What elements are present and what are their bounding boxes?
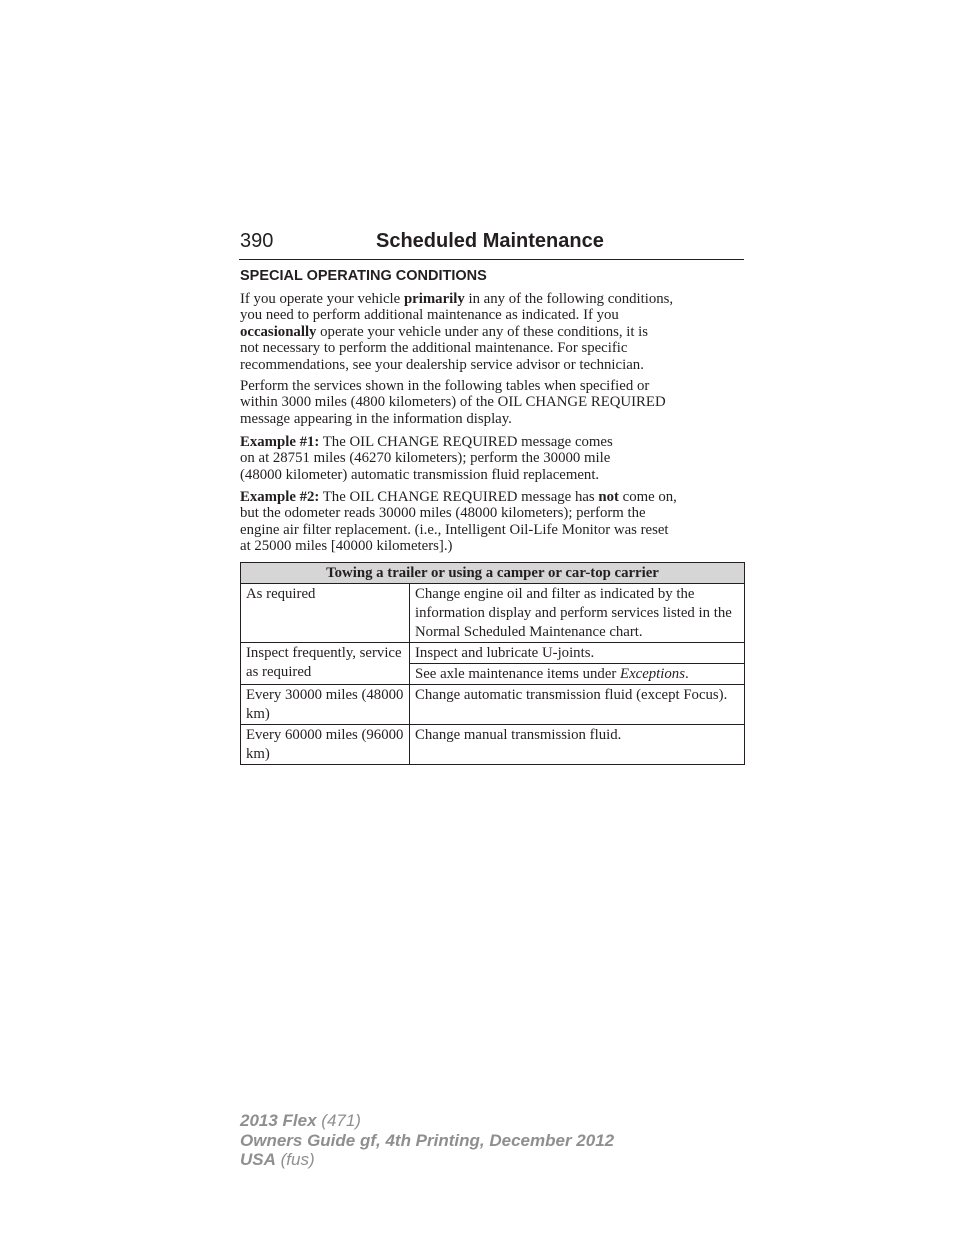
emphasis-not: not: [598, 489, 619, 505]
footer-guide: Owners Guide gf, 4th Printing, December 2012: [240, 1130, 615, 1150]
interval-cell: As required: [241, 584, 410, 643]
footer-model: 2013 Flex: [240, 1111, 317, 1130]
interval-cell: Every 30000 miles (48000 km): [241, 685, 410, 725]
action-cell: Change engine oil and filter as indicated by the information display and perform services listed in the Normal Scheduled Maintenance chart.: [410, 584, 745, 643]
action-cell: Change manual transmission fluid.: [410, 725, 745, 765]
action-cell: Change automatic transmission fluid (except Focus).: [410, 685, 745, 725]
page-header: [239, 228, 744, 260]
example-1-label: Example #1:: [240, 434, 320, 450]
page-number: 390: [240, 230, 274, 252]
paragraph-intro: If you operate your vehicle primarily in any of the following conditions, you need to perform additional maintenance as indicated. If you occasionally operate your vehicle under any of these conditions, it is not necessary to perform the additional maintenance. For specific recommendations, see your dealership service advisor or technician.: [240, 291, 674, 373]
interval-cell: Inspect frequently, service as required: [241, 643, 410, 685]
section-heading: SPECIAL OPERATING CONDITIONS: [240, 268, 487, 284]
paragraph-perform-services: Perform the services shown in the following tables when specified or within 3000 miles (4800 kilometers) of the OIL CHANGE REQUIRED message appearing in the information display.: [240, 378, 666, 427]
example-2-label: Example #2:: [240, 489, 320, 505]
chapter-title: Scheduled Maintenance: [376, 230, 604, 252]
emphasis-primarily: primarily: [403, 291, 465, 307]
table-row: [241, 643, 745, 664]
document-footer: 2013 Flex (471) Owners Guide gf, 4th Printing, December 2012 USA (fus): [240, 1111, 615, 1169]
action-cell: See axle maintenance items under Exceptions.: [410, 664, 745, 685]
interval-cell: Every 60000 miles (96000 km): [241, 725, 410, 765]
paragraph-example-2: Example #2: The OIL CHANGE REQUIRED message has not come on, but the odometer reads 30000 miles (48000 kilometers); perform the engine air filter replacement. (i.e., Intelligent Oil-Life Monitor was reset at 25000 miles [40000 kilometers].): [240, 489, 677, 555]
table-row: [241, 725, 745, 765]
maintenance-table: [240, 562, 745, 765]
table-row: [241, 584, 745, 643]
footer-region: USA: [240, 1150, 276, 1169]
table-title-row: [241, 563, 745, 584]
paragraph-example-1: Example #1: The OIL CHANGE REQUIRED message comes on at 28751 miles (46270 kilometers); perform the 30000 mile (48000 kilometer) automatic transmission fluid replacement.: [240, 434, 613, 483]
action-cell: Inspect and lubricate U-joints.: [410, 643, 745, 664]
exceptions-reference: Exceptions: [620, 666, 685, 682]
table-row: [241, 685, 745, 725]
emphasis-occasionally: occasionally: [240, 323, 317, 340]
table-title: Towing a trailer or using a camper or car-top carrier: [241, 563, 745, 584]
